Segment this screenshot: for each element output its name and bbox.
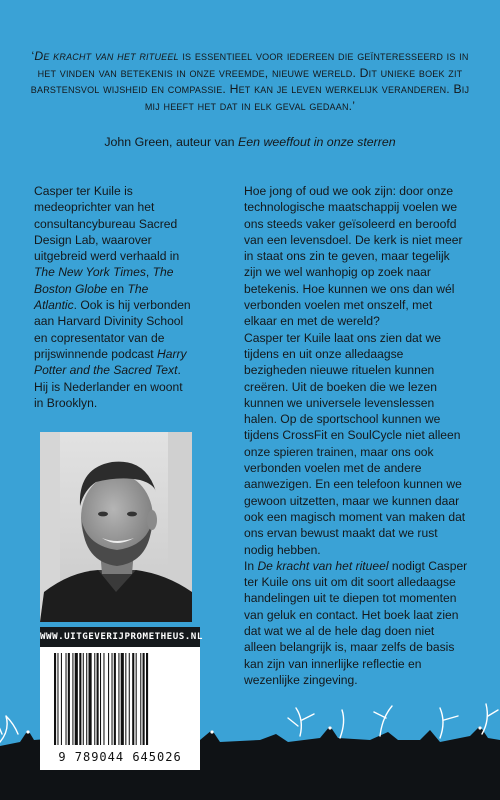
barcode-bar <box>86 653 87 745</box>
bio-podcast: Harry Potter and the Sacred Text <box>34 346 187 378</box>
barcode-bar <box>146 653 148 745</box>
barcode-bar <box>97 653 99 745</box>
barcode-bar <box>112 653 113 745</box>
barcode-bar <box>94 653 95 745</box>
barcode-bars <box>52 653 188 747</box>
quote-book-title: De kracht van het ritueel <box>34 49 179 63</box>
blurb <box>244 183 468 688</box>
blurb-p3-pre: In <box>244 558 258 573</box>
quote-text: is essentieel voor iedereen die geïnteresseerd is in het vinden van betekenis in onze vreemde, nieuwe wereld. Dit unieke boek zit barstensvol wijsheid en compassie. Het kan je leven werkelijk veranderen. Bij mij heeft het dat in elk geval gedaan.’ <box>30 49 470 113</box>
quote-open-mark: ‘ <box>31 49 35 63</box>
blurb-p3-post: nodigt Casper ter Kuile ons uit om dit soort alledaagse handelingen uit te diepen tot momenten van geluk en contact. Het boek laat zien dat wat we al de hele dag doen niet alleen belangrijk is, maar zelfs de basis kan zijn van innerlijke reflectie en wezenlijke zingeving. <box>244 558 468 687</box>
blurb-p3-title: De kracht van het ritueel <box>257 558 389 573</box>
barcode-bar <box>108 653 109 745</box>
bio-publication-2: The Boston Globe <box>34 265 174 296</box>
attribution-book: Een weeffout in onze sterren <box>237 135 396 149</box>
bio-publication-1: The New York Times <box>34 265 146 280</box>
publisher-website: WWW.UITGEVERIJPROMETHEUS.NL <box>40 627 200 647</box>
barcode-bar <box>114 653 116 745</box>
barcode-bar <box>129 653 130 745</box>
barcode-bar <box>132 653 134 745</box>
barcode-bar <box>118 653 119 745</box>
author-photo <box>40 432 192 622</box>
blurb-paragraph-2: Casper ter Kuile laat ons zien dat we tijdens en uit onze alledaagse bezigheden nieuwe rituelen kunnen creëren. Uit de boeken die we lezen kunnen we universele levenslessen halen. Op de sportschool kunnen we tijdens CrossFit en SoulCycle niet alleen onze spieren trainen, maar ons ook verbonden voelen met de andere aanwezigen. En een telefoon kunnen we gewoon uitzetten, maar we kunnen daar ook een magisch moment van maken dat ons ervan bewust maakt dat we rust nodig hebben. <box>244 330 466 557</box>
barcode-bar <box>136 653 137 745</box>
isbn-number: 9 789044 645026 <box>58 750 182 764</box>
author-bio <box>34 183 194 411</box>
barcode-bar <box>75 653 78 745</box>
barcode-bar <box>72 653 73 745</box>
barcode-bar <box>61 653 62 745</box>
barcode-bar <box>66 653 67 745</box>
bio-separator-1: , <box>145 265 153 280</box>
bio-publication-3: The Atlantic <box>34 281 149 313</box>
barcode-bar <box>143 653 145 745</box>
blurb-paragraph-1: Hoe jong of oud we ook zijn: door onze technologische maatschappij voelen we ons steeds vaker geïsoleerd en beroofd van een levensdoel. De kerk is niet meer in staat ons zin te geven, maar tegelijk zijn we wel wanhopig op zoek naar betekenis. Hoe kunnen we ons dan wél verbonden voelen met onszelf, met elkaar en met de wereld? <box>244 184 463 329</box>
bio-text-1: Casper ter Kuile is medeoprichter van het consultancybureau Sacred Design Lab, waarover uitgebreid werd verhaald in <box>34 184 180 264</box>
barcode-bar <box>57 653 58 745</box>
author-portrait-image <box>40 432 192 622</box>
isbn-barcode <box>40 647 200 770</box>
bio-separator-2: en <box>107 281 128 296</box>
barcode-bar <box>54 653 56 745</box>
barcode-bar <box>103 653 104 745</box>
barcode-bar <box>100 653 101 745</box>
bio-text-3: . Hij is Nederlander en woont in Brooklyn. <box>34 363 183 410</box>
barcode-bar <box>121 653 124 745</box>
attribution-author: John Green, auteur van <box>104 135 238 149</box>
quote-attribution <box>24 134 476 150</box>
barcode-bar <box>140 653 141 745</box>
barcode-bar <box>79 653 81 745</box>
barcode-bar <box>89 653 92 745</box>
endorsement-quote <box>24 48 476 114</box>
barcode-bar <box>68 653 70 745</box>
barcode-bar <box>125 653 126 745</box>
bio-text-2: . Ook is hij verbonden aan Harvard Divinity School en copresentator van de prijswinnende podcast <box>34 298 191 361</box>
barcode-bar <box>83 653 84 745</box>
